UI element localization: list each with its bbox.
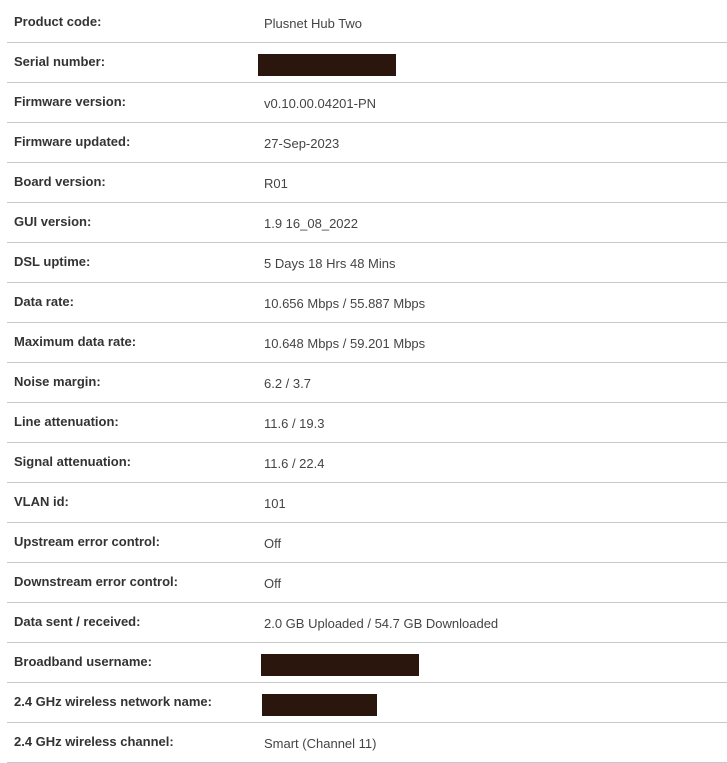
gui-version-label: GUI version:: [14, 214, 92, 229]
wireless-network-name-redaction: [262, 694, 377, 716]
row-wireless-network-name: [7, 683, 727, 723]
row-firmware-updated: [7, 123, 727, 163]
downstream-error-control-value: Off: [264, 576, 282, 591]
product-code-label: Product code:: [14, 14, 102, 29]
row-downstream-error-control: [7, 563, 727, 603]
product-code-value: Plusnet Hub Two: [264, 16, 363, 31]
data-sent-received-label: Data sent / received:: [14, 614, 141, 629]
board-version-label: Board version:: [14, 174, 106, 189]
firmware-updated-value: 27-Sep-2023: [264, 136, 340, 151]
dsl-uptime-value: 5 Days 18 Hrs 48 Mins: [264, 256, 396, 271]
row-noise-margin: [7, 363, 727, 403]
line-attenuation-label: Line attenuation:: [14, 414, 119, 429]
row-signal-attenuation: [7, 443, 727, 483]
wireless-network-name-label: 2.4 GHz wireless network name:: [14, 694, 212, 709]
broadband-username-label: Broadband username:: [14, 654, 152, 669]
noise-margin-label: Noise margin:: [14, 374, 101, 389]
row-data-sent-received: [7, 603, 727, 643]
maximum-data-rate-label: Maximum data rate:: [14, 334, 137, 349]
firmware-updated-label: Firmware updated:: [14, 134, 131, 149]
row-wireless-channel: [7, 723, 727, 763]
row-product-code: [7, 3, 727, 43]
row-firmware-version: [7, 83, 727, 123]
signal-attenuation-label: Signal attenuation:: [14, 454, 131, 469]
data-sent-received-value: 2.0 GB Uploaded / 54.7 GB Downloaded: [264, 616, 499, 631]
noise-margin-value: 6.2 / 3.7: [264, 376, 311, 391]
row-board-version: [7, 163, 727, 203]
downstream-error-control-label: Downstream error control:: [14, 574, 178, 589]
firmware-version-value: v0.10.00.04201-PN: [264, 96, 377, 111]
serial-number-redaction: [258, 54, 396, 76]
upstream-error-control-label: Upstream error control:: [14, 534, 160, 549]
upstream-error-control-value: Off: [264, 536, 282, 551]
row-serial-number: [7, 43, 727, 83]
row-maximum-data-rate: [7, 323, 727, 363]
data-rate-label: Data rate:: [14, 294, 74, 309]
firmware-version-label: Firmware version:: [14, 94, 126, 109]
row-line-attenuation: [7, 403, 727, 443]
row-upstream-error-control: [7, 523, 727, 563]
line-attenuation-value: 11.6 / 19.3: [264, 416, 325, 431]
vlan-id-value: 101: [264, 496, 286, 511]
dsl-uptime-label: DSL uptime:: [14, 254, 91, 269]
row-broadband-username: [7, 643, 727, 683]
serial-number-label: Serial number:: [14, 54, 106, 69]
row-dsl-uptime: [7, 243, 727, 283]
signal-attenuation-value: 11.6 / 22.4: [264, 456, 325, 471]
row-gui-version: [7, 203, 727, 243]
board-version-value: R01: [264, 176, 288, 191]
hub-status-table: [7, 3, 727, 763]
row-vlan-id: [7, 483, 727, 523]
wireless-channel-label: 2.4 GHz wireless channel:: [14, 734, 174, 749]
data-rate-value: 10.656 Mbps / 55.887 Mbps: [264, 296, 426, 311]
row-data-rate: [7, 283, 727, 323]
wireless-channel-value: Smart (Channel 11): [264, 736, 377, 751]
gui-version-value: 1.9 16_08_2022: [264, 216, 358, 231]
broadband-username-redaction: [261, 654, 419, 676]
maximum-data-rate-value: 10.648 Mbps / 59.201 Mbps: [264, 336, 426, 351]
vlan-id-label: VLAN id:: [14, 494, 69, 509]
